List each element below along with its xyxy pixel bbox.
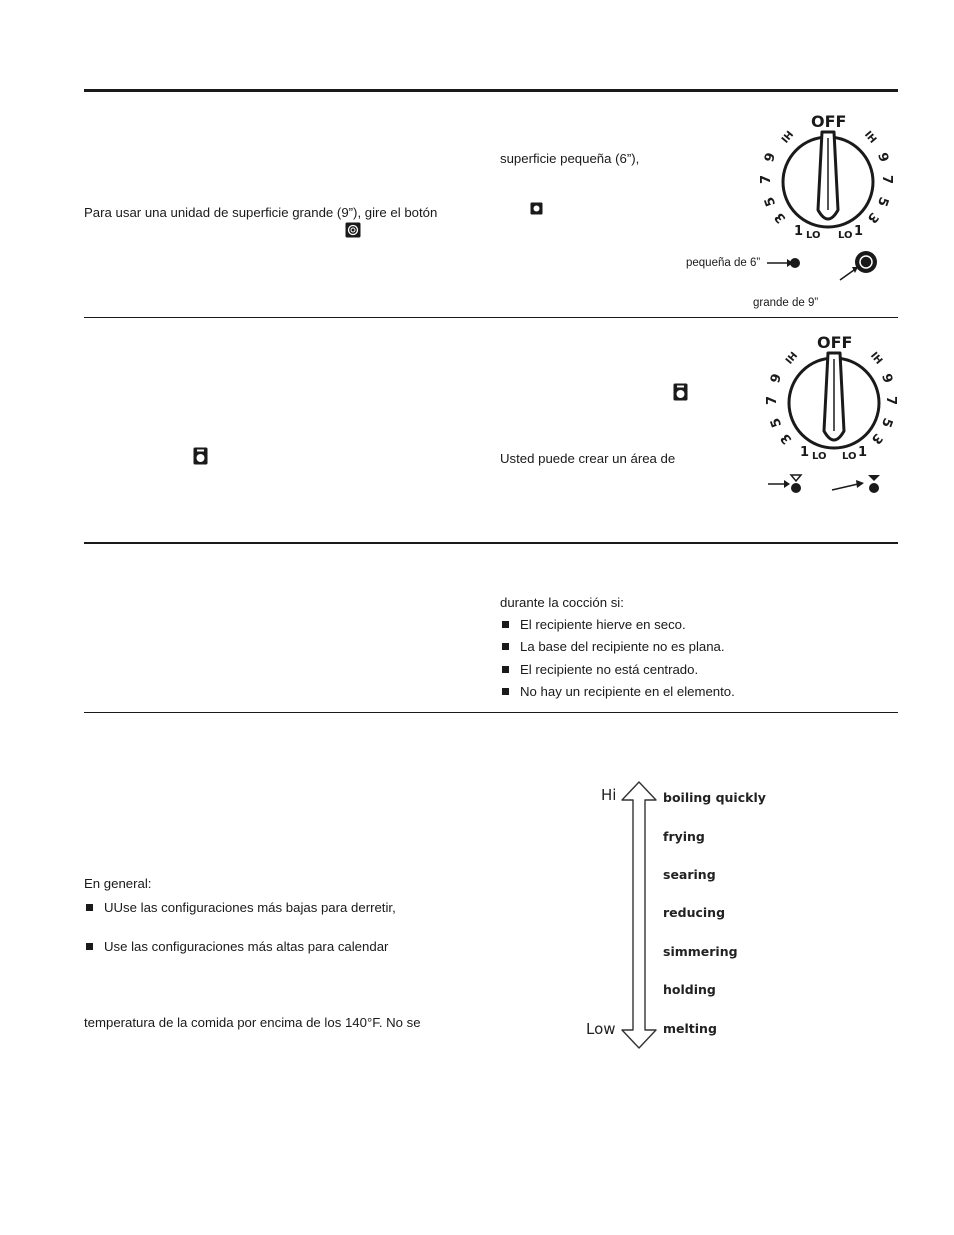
scale-level-5: simmering — [663, 944, 738, 959]
bullet-square-icon — [502, 666, 509, 673]
scale-level-7: melting — [663, 1021, 717, 1036]
scale-level-1: boiling quickly — [663, 790, 766, 805]
scale-hi-label: Hi — [601, 786, 617, 804]
scale-level-4: reducing — [663, 905, 726, 920]
small-burner-arrow-icon — [767, 255, 801, 274]
cycling-intro: durante la cocción si: — [500, 595, 624, 610]
general-heading: En general: — [84, 876, 152, 891]
cycling-bullet-3: El recipiente no está centrado. — [502, 662, 698, 678]
general-bullet-1: UUse las configuraciones más bajas para derretir, — [86, 900, 396, 916]
section-divider-2 — [84, 542, 898, 544]
large-unit-instruction: Para usar una unidad de superficie grande (9”), gire el botón — [84, 205, 438, 220]
bridge-element-icon-right — [673, 383, 688, 404]
large-burner-label: grande de 9” — [753, 297, 819, 309]
cycling-bullet-2: La base del recipiente no es plana. — [502, 639, 725, 655]
bullet-square-icon — [502, 643, 509, 650]
knob-left-marks: IH 9 7 5 3 1 LO — [759, 129, 821, 241]
small-element-icon — [530, 202, 543, 218]
small-unit-text: superficie pequeña (6”), — [500, 151, 640, 166]
bridge-element-icon-left — [193, 447, 208, 468]
knob2-right-marks: IH 9 7 5 3 1 LO — [842, 350, 899, 462]
scale-level-6: holding — [663, 982, 716, 997]
knob-off-label: OFF — [811, 112, 847, 131]
knob-right-marks: IH 9 7 5 3 1 LO — [838, 129, 895, 241]
top-rule — [84, 89, 898, 92]
large-element-icon — [345, 222, 361, 241]
scale-low-label: Low — [586, 1020, 616, 1038]
bullet-square-icon — [502, 621, 509, 628]
cycling-bullet-4: No hay un recipiente en el elemento. — [502, 684, 735, 700]
section-divider-3 — [84, 712, 898, 713]
section-divider-1 — [84, 317, 898, 318]
bullet-square-icon — [502, 688, 509, 695]
bullet-square-icon — [86, 943, 93, 950]
knob2-off-label: OFF — [817, 333, 853, 352]
large-burner-arrow-icon — [838, 248, 880, 287]
scale-level-3: searing — [663, 867, 716, 882]
temperature-text: temperatura de la comida por encima de los 140°F. No se — [84, 1015, 421, 1030]
heat-scale-arrow — [618, 780, 660, 1055]
knob2-left-marks: IH 9 7 5 3 1 LO — [765, 350, 827, 462]
general-bullet-2: Use las configuraciones más altas para calendar — [86, 939, 388, 955]
scale-level-2: frying — [663, 829, 705, 844]
bridge-right-arrow-icon — [830, 472, 882, 499]
small-burner-label: pequeña de 6” — [686, 257, 761, 269]
cycling-bullet-1: El recipiente hierve en seco. — [502, 617, 686, 633]
bridge-left-arrow-icon — [768, 472, 804, 499]
bridge-area-text: Usted puede crear un área de — [500, 451, 676, 466]
bullet-square-icon — [86, 904, 93, 911]
